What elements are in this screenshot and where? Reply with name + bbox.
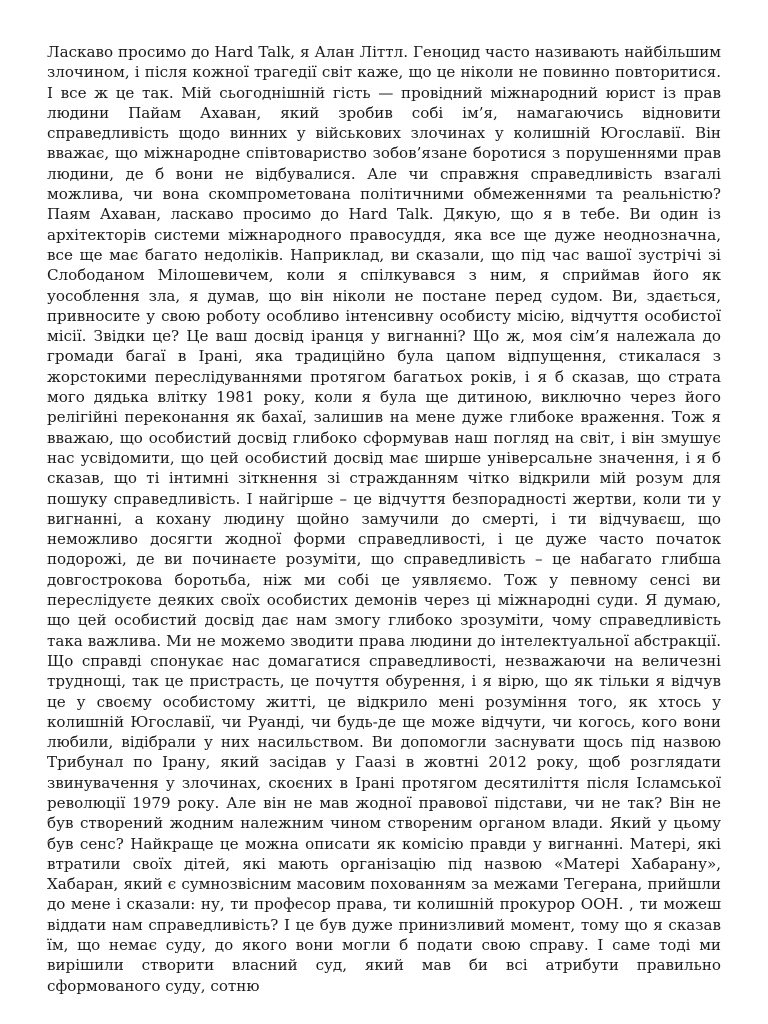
transcript-paragraph: Ласкаво просимо до Hard Talk, я Алан Літтл. Геноцид часто називають найбільшим злочином, і після кожної трагедії світ каже, що це ніколи не повинно повторитися. І все ж це так. Мій сьогоднішній гість — провідний міжнародний юрист із прав людини Пайам Ахаван, який зробив собі ім’я, намагаючись відновити справедливість щодо винних у військових злочинах у колишній Югославії. Він вважає, що міжнародне співтовариство зобов’язане боротися з порушеннями прав людини, де б вони не відбувалися. Але чи справжня справедливість взагалі можлива, чи вона скомпрометована політичними обмеженнями та реальністю? Паям Ахаван, ласкаво просимо до Hard Talk. Дякую, що я в тебе. Ви один із архітекторів системи міжнародного правосуддя, яка все ще дуже неоднозначна, все ще має багато недоліків. Наприклад, ви сказали, що під час вашої зустрічі зі Слободаном Мілошевичем, коли я спілкувався з ним, я сприймав його як уособлення зла, я думав, що він ніколи не постане перед судом. Ви, здається, привносите у свою роботу особливо інтенсивну особисту місію, відчуття особистої місії. Звідки це? Це ваш досвід іранця у вигнанні? Що ж, моя сім’я належала до громади багаї в Ірані, яка традиційно була цапом відпущення, стикалася з жорстокими переслідуваннями протягом багатьох років, і я б сказав, що страта мого дядька влітку 1981 року, коли я була ще дитиною, виключно через його релігійні переконання як бахаї, залишив на мене дуже глибоке враження. Тож я вважаю, що особистий досвід глибоко сформував наш погляд на світ, і він змушує нас усвідомити, що цей особистий досвід має ширше універсальне значення, і я б сказав, що ті інтимні зіткнення зі стражданням чітко відкрили мій розум для пошуку справедливість. І найгірше – це відчуття безпорадності жертви, коли ти у вигнанні, а кохану людину щойно замучили до смерті, і ти відчуваєш, що неможливо досягти жодної форми справедливості, і це дуже часто початок подорожі, де ви починаєте розуміти, що справедливість – це набагато глибша довгострокова боротьба, ніж ми собі це уявляємо. Тож у певному сенсі ви переслідуєте деяких своїх особистих демонів через ці міжнародні суди. Я думаю, що цей особистий досвід дає нам змогу глибоко зрозуміти, чому справедливість така важлива. Ми не можемо зводити права людини до інтелектуальної абстракції. Що справді спонукає нас домагатися справедливості, незважаючи на величезні труднощі, так це пристрасть, це почуття обурення, і я вірю, що як тільки я відчув це у своєму особистому житті, це відкрило мені розуміння того, як хтось у колишній Югославії, чи Руанді, чи будь-де ще може відчути, чи когось, кого вони любили, відібрали у них насильством. Ви допомогли заснувати щось під назвою Трибунал по Ірану, який засідав у Гаазі в жовтні 2012 року, щоб розглядати звинувачення у злочинах, скоєних в Ірані протягом десятиліття після Ісламської революції 1979 року. Але він не мав жодної правової підстави, чи не так? Він не був створений жодним належним чином створеним органом влади. Який у цьому був сенс? Найкраще це можна описати як комісію правди у вигнанні. Матері, які втратили своїх дітей, які мають організацію під назвою «Матері Хабарану», Хабаран, який є сумнозвісним масовим похованням за межами Тегерана, прийшли до мене і сказали: ну, ти професор права, ти колишній прокурор ООН. , ти можеш віддати нам справедливість? І це був дуже принизливий момент, тому що я сказав їм, що немає суду, до якого вони могли б подати свою справу. І саме тоді ми вирішили створити власний суд, який мав би всі атрибути правильно сформованого суду, сотню (47, 43, 721, 995)
document-page (47, 42, 721, 996)
